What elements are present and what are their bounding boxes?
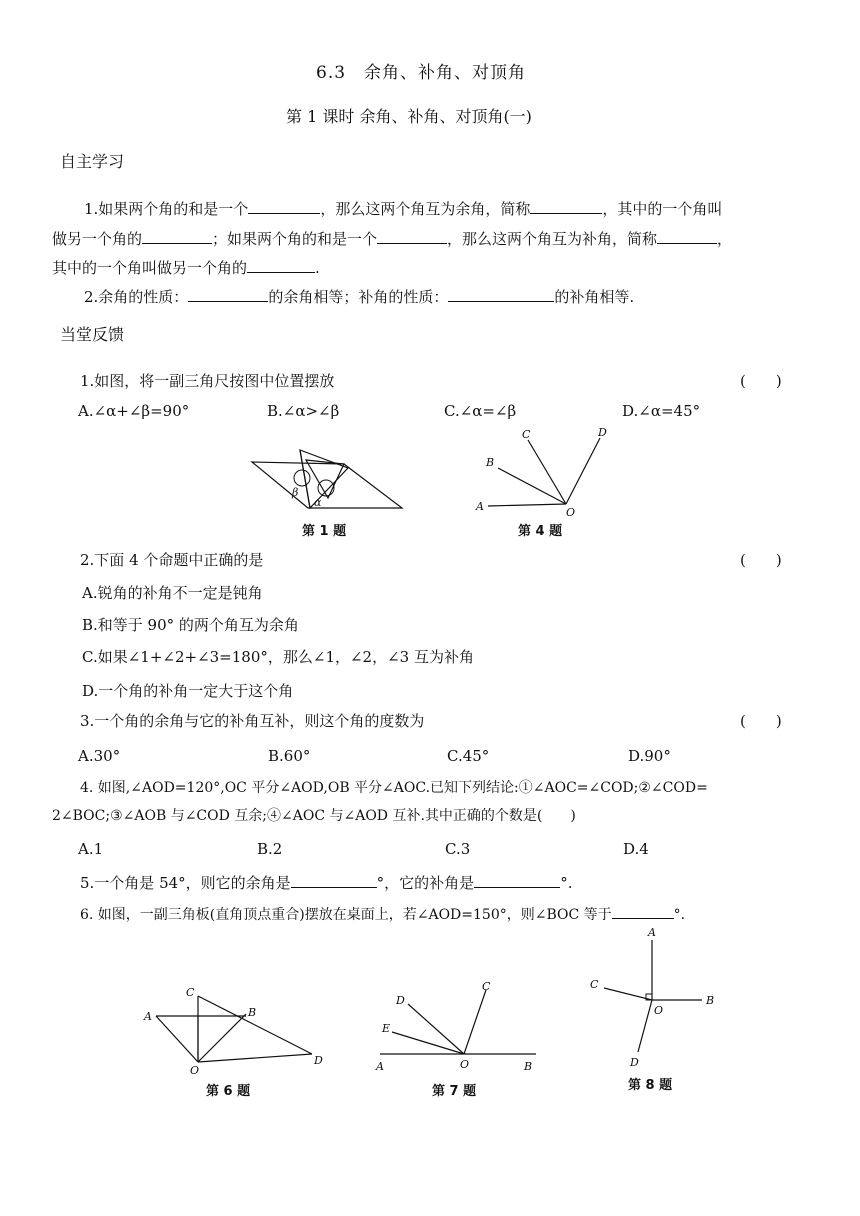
q2-option-d[interactable]: D.一个角的补角一定大于这个角: [82, 682, 294, 700]
q2-text: 2.余角的性质：: [84, 288, 189, 306]
answer-blank[interactable]: [657, 229, 717, 244]
label-b: B: [524, 1060, 533, 1073]
label-o: O: [566, 506, 576, 518]
label-d: D: [314, 1054, 323, 1067]
q6-text: 6. 如图，一副三角板(直角顶点重合)摆放在桌面上，若∠AOD=150°，则∠BOC 等于: [80, 907, 612, 923]
q2-option-a[interactable]: A.锐角的补角不一定是钝角: [82, 584, 263, 602]
answer-blank[interactable]: [291, 873, 377, 888]
q1-text: ，那么这两个角互为余角，简称: [320, 200, 531, 218]
q3-stem: 3.一个角的余角与它的补角互补，则这个角的度数为: [80, 712, 425, 730]
figure-6: [138, 982, 338, 1100]
q1-text: ；如果两个角的和是一个: [212, 230, 378, 248]
self-study-q1-line1: [84, 198, 722, 219]
q3-option-a[interactable]: A.30°: [78, 747, 121, 765]
q1-text: ，其中的一个角叫: [602, 200, 723, 218]
q2-text: 的余角相等；补角的性质：: [268, 288, 449, 306]
answer-blank[interactable]: [247, 258, 315, 273]
q2-text: 的补角相等.: [554, 288, 635, 306]
q1-text: 做另一个角的: [52, 230, 143, 248]
figure-7: [370, 980, 540, 1100]
label-c: C: [482, 980, 491, 993]
answer-paren[interactable]: ( ): [740, 712, 782, 730]
q1-text: 1.如果两个角的和是一个: [84, 200, 249, 218]
q1-text: .: [315, 259, 320, 277]
label-a: A: [376, 1060, 384, 1073]
q1-option-a[interactable]: A.∠α+∠β=90°: [78, 402, 190, 420]
label-b: B: [248, 1006, 257, 1019]
q4-option-c[interactable]: C.3: [445, 840, 471, 858]
figure-7-caption: 第 7 题: [432, 1084, 477, 1099]
figure-4-diagram: [470, 424, 620, 518]
figure-1-diagram: [248, 446, 418, 516]
figure-1: [248, 446, 418, 542]
label-e: E: [382, 1022, 391, 1035]
label-o: O: [460, 1058, 470, 1071]
section-heading-self-study: 自主学习: [60, 152, 125, 171]
figure-7-diagram: [370, 980, 540, 1076]
page-title: 6.3 余角、补角、对顶角: [316, 63, 527, 83]
figure-8-caption: 第 8 题: [628, 1078, 673, 1093]
answer-blank[interactable]: [612, 904, 674, 919]
label-d: D: [598, 426, 607, 439]
answer-blank[interactable]: [474, 873, 560, 888]
figure-6-diagram: [138, 982, 338, 1076]
q4-line2: 2∠BOC;③∠AOB 与∠COD 互余;④∠AOC 与∠AOD 互补.其中正确的个数是( ): [52, 808, 576, 824]
label-b: B: [706, 994, 715, 1007]
label-d: D: [396, 994, 405, 1007]
q4-option-d[interactable]: D.4: [623, 840, 649, 858]
q2-stem: 2.下面 4 个命题中正确的是: [80, 551, 264, 569]
q6: [80, 904, 685, 924]
q1-text: ，: [717, 230, 733, 248]
label-c: C: [522, 428, 531, 441]
label-beta: β: [292, 486, 299, 499]
q2-option-b[interactable]: B.和等于 90° 的两个角互为余角: [82, 616, 299, 634]
self-study-q1-line3: [52, 257, 320, 278]
answer-blank[interactable]: [248, 199, 320, 214]
label-d: D: [630, 1056, 639, 1069]
q1-text: 其中的一个角叫做另一个角的: [52, 259, 248, 277]
q1-option-c[interactable]: C.∠α=∠β: [444, 402, 517, 420]
q5: [80, 872, 572, 893]
q5-text: °.: [560, 874, 573, 892]
label-c: C: [590, 978, 599, 991]
q4-option-b[interactable]: B.2: [257, 840, 283, 858]
q6-text: °.: [673, 907, 686, 923]
q1-stem: 1.如图，将一副三角尺按图中位置摆放: [80, 372, 335, 390]
label-b: B: [486, 456, 495, 469]
answer-blank[interactable]: [188, 287, 268, 302]
answer-blank[interactable]: [530, 199, 602, 214]
self-study-q1-line2: [52, 228, 732, 249]
q3-option-d[interactable]: D.90°: [628, 747, 671, 765]
q3-option-c[interactable]: C.45°: [447, 747, 490, 765]
figure-4-caption: 第 4 题: [518, 524, 563, 539]
answer-blank[interactable]: [377, 229, 447, 244]
figure-4: [470, 424, 620, 542]
label-o: O: [190, 1064, 200, 1076]
q5-text: °，它的补角是: [376, 874, 475, 892]
label-alpha: α: [314, 496, 322, 509]
q3-option-b[interactable]: B.60°: [268, 747, 311, 765]
figure-6-caption: 第 6 题: [206, 1084, 251, 1099]
q1-option-d[interactable]: D.∠α=45°: [622, 402, 701, 420]
q1-option-b[interactable]: B.∠α>∠β: [267, 402, 340, 420]
q4-option-a[interactable]: A.1: [78, 840, 104, 858]
self-study-q2: [84, 286, 634, 307]
q4-line1: 4. 如图,∠AOD=120°,OC 平分∠AOD,OB 平分∠AOC.已知下列结论:①∠AOC=∠COD;②∠COD=: [80, 780, 708, 796]
figure-8-diagram: [584, 922, 724, 1072]
page-subtitle: 第 1 课时 余角、补角、对顶角(一): [286, 107, 532, 126]
label-o: O: [654, 1004, 664, 1017]
label-a: A: [476, 500, 484, 513]
answer-paren[interactable]: ( ): [740, 372, 782, 390]
answer-blank[interactable]: [142, 229, 212, 244]
figure-8: [584, 922, 724, 1100]
answer-blank[interactable]: [448, 287, 554, 302]
q5-text: 5.一个角是 54°，则它的余角是: [80, 874, 291, 892]
section-heading-feedback: 当堂反馈: [60, 325, 125, 344]
q2-option-c[interactable]: C.如果∠1+∠2+∠3=180°，那么∠1，∠2，∠3 互为补角: [82, 648, 474, 666]
label-a: A: [648, 926, 656, 939]
q1-text: ，那么这两个角互为补角，简称: [447, 230, 658, 248]
label-c: C: [186, 986, 195, 999]
label-a: A: [144, 1010, 152, 1023]
figure-1-caption: 第 1 题: [302, 524, 347, 539]
answer-paren[interactable]: ( ): [740, 551, 782, 569]
